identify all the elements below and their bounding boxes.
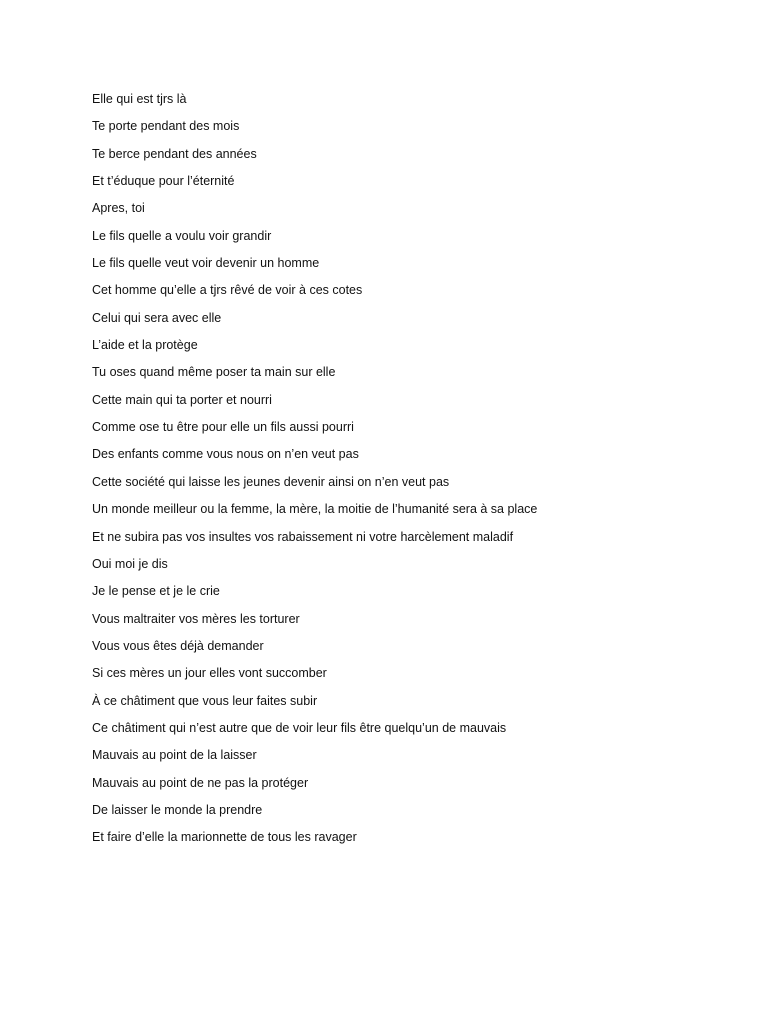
- poem-line: Te porte pendant des mois: [92, 119, 240, 134]
- poem-line: De laisser le monde la prendre: [92, 802, 263, 817]
- poem-line: Elle qui est tjrs là: [92, 92, 187, 106]
- poem-line: Ce châtiment qui n’est autre que de voir leur fils être quelqu’un de mauvais: [92, 720, 507, 735]
- poem-text: [92, 86, 537, 852]
- poem-line: Je le pense et je le crie: [92, 584, 220, 599]
- poem-line: Des enfants comme vous nous on n’en veut pas: [92, 447, 359, 462]
- poem-line: Vous maltraiter vos mères les torturer: [92, 611, 300, 626]
- poem-line: Te berce pendant des années: [92, 146, 257, 161]
- poem-line: Cette main qui ta porter et nourri: [92, 392, 272, 407]
- poem-line: Un monde meilleur ou la femme, la mère, la moitie de l’humanité sera à sa place: [92, 502, 538, 517]
- poem-line: Cet homme qu’elle a tjrs rêvé de voir à ces cotes: [92, 283, 363, 298]
- poem-line: Cette société qui laisse les jeunes devenir ainsi on n’en veut pas: [92, 474, 450, 489]
- poem-line: Le fils quelle veut voir devenir un homme: [92, 256, 320, 271]
- poem-line: Tu oses quand même poser ta main sur elle: [92, 365, 336, 380]
- poem-line: Si ces mères un jour elles vont succomber: [92, 666, 327, 681]
- poem-line: L’aide et la protège: [92, 338, 198, 353]
- poem-line: Celui qui sera avec elle: [92, 310, 222, 325]
- poem-line: À ce châtiment que vous leur faites subir: [92, 693, 318, 708]
- poem-line: Mauvais au point de ne pas la protéger: [92, 775, 309, 790]
- poem-line: Le fils quelle a voulu voir grandir: [92, 228, 272, 243]
- poem-line: Et t’éduque pour l’éternité: [92, 174, 235, 189]
- poem-line: Oui moi je dis: [92, 556, 168, 571]
- poem-line: Et faire d’elle la marionnette de tous les ravager: [92, 830, 357, 845]
- poem-line: Apres, toi: [92, 201, 145, 216]
- poem-line: Comme ose tu être pour elle un fils aussi pourri: [92, 420, 354, 435]
- poem-line: Mauvais au point de la laisser: [92, 748, 257, 763]
- poem-line: Et ne subira pas vos insultes vos rabaissement ni votre harcèlement maladif: [92, 529, 514, 544]
- poem-line: Vous vous êtes déjà demander: [92, 638, 264, 653]
